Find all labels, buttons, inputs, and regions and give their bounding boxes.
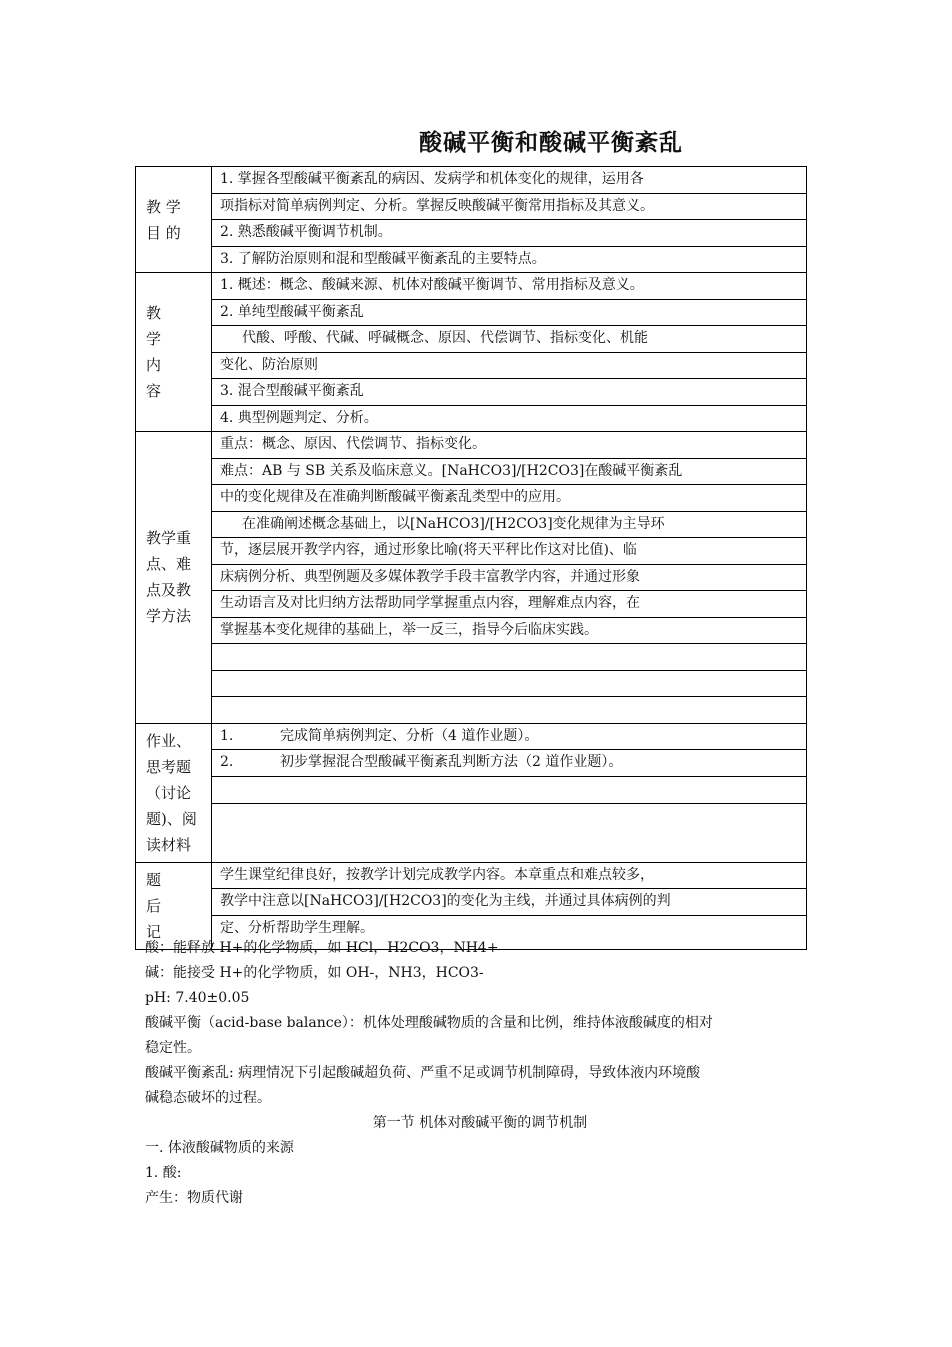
table-row: 教学中注意以[NaHCO3]/[H2CO3]的变化为主线，并通过具体病例的判 xyxy=(212,888,806,915)
produce-line: 产生：物质代谢 xyxy=(145,1190,243,1206)
goals-label: 教 学 目 的 xyxy=(136,167,212,272)
table-row: 2. 熟悉酸碱平衡调节机制。 xyxy=(212,219,806,246)
table-row xyxy=(212,803,806,850)
table-row: 代酸、呼酸、代碱、呼碱概念、原因、代偿调节、指标变化、机能 xyxy=(212,325,806,352)
table-row: 重点：概念、原因、代偿调节、指标变化。 xyxy=(220,436,486,452)
balance-definition-line2: 稳定性。 xyxy=(145,1040,201,1056)
balance-definition-line1: 酸碱平衡（acid-base balance）：机体处理酸碱物质的含量和比例，维持体液酸碱度的相对 xyxy=(145,1015,713,1031)
section-methods xyxy=(136,431,806,723)
table-row: 1. 掌握各型酸碱平衡紊乱的病因、发病学和机体变化的规律，运用各 xyxy=(220,171,644,187)
table-row xyxy=(212,696,806,723)
page-title: 酸碱平衡和酸碱平衡紊乱 xyxy=(419,130,683,156)
table-row: 中的变化规律及在准确判断酸碱平衡紊乱类型中的应用。 xyxy=(212,484,806,511)
notes-label: 题 后 记 xyxy=(136,863,212,949)
homework-label: 作业、 思考题 （讨论 题)、阅 读材料 xyxy=(136,724,212,862)
disorder-definition-line2: 碱稳态破坏的过程。 xyxy=(145,1090,271,1106)
table-row: 2. 单纯型酸碱平衡紊乱 xyxy=(212,299,806,326)
section-content xyxy=(136,272,806,431)
table-row: 1. 概述：概念、酸碱来源、机体对酸碱平衡调节、常用指标及意义。 xyxy=(220,277,644,293)
homework-number: 1. xyxy=(220,727,234,744)
table-row: 4. 典型例题判定、分析。 xyxy=(212,405,806,432)
table-row: 3. 混合型酸碱平衡紊乱 xyxy=(212,378,806,405)
disorder-definition-line1: 酸碱平衡紊乱: 病理情况下引起酸碱超负荷、严重不足或调节机制障碍，导致体液内环境酸 xyxy=(145,1065,701,1081)
section-title: 第一节 机体对酸碱平衡的调节机制 xyxy=(372,1115,588,1131)
item-1: 1. 酸: xyxy=(145,1165,182,1181)
table-row xyxy=(212,670,806,697)
table-row: 变化、防治原则 xyxy=(212,352,806,379)
table-row: 掌握基本变化规律的基础上，举一反三，指导今后临床实践。 xyxy=(212,617,806,644)
table-row xyxy=(212,749,806,776)
section-goals xyxy=(136,167,806,272)
table-row: 生动语言及对比归纳方法帮助同学掌握重点内容，理解难点内容，在 xyxy=(212,590,806,617)
homework-number: 2. xyxy=(220,754,234,770)
table-row: 床病例分析、典型例题及多媒体教学手段丰富教学内容，并通过形象 xyxy=(212,564,806,591)
base-definition: 碱：能接受 H+的化学物质，如 OH-，NH3，HCO3- xyxy=(145,965,484,981)
table-row: 在准确阐述概念基础上，以[NaHCO3]/[H2CO3]变化规律为主导环 xyxy=(212,511,806,538)
homework-text: 完成简单病例判定、分析（4 道作业题）。 xyxy=(280,727,539,744)
table-row: 3. 了解防治原则和混和型酸碱平衡紊乱的主要特点。 xyxy=(212,246,806,273)
table-row: 学生课堂纪律良好，按教学计划完成教学内容。本章重点和难点较多， xyxy=(220,866,654,883)
heading-1: 一. 体液酸碱物质的来源 xyxy=(145,1140,294,1156)
table-row: 难点：AB 与 SB 关系及临床意义。[NaHCO3]/[H2CO3]在酸碱平衡紊乱 xyxy=(212,458,806,485)
table-row xyxy=(212,776,806,803)
ph-value: pH: 7.40±0.05 xyxy=(145,990,250,1006)
homework-text: 初步掌握混合型酸碱平衡紊乱判断方法（2 道作业题）。 xyxy=(280,754,623,770)
lesson-plan-table xyxy=(135,166,807,950)
acid-definition: 酸：能释放 H+的化学物质，如 HCl，H2CO3，NH4+ xyxy=(145,940,499,956)
table-row xyxy=(212,724,806,750)
methods-label: 教学重 点、难 点及教 学方法 xyxy=(136,432,212,723)
section-homework xyxy=(136,723,806,862)
table-row xyxy=(212,643,806,670)
table-row: 节，逐层展开教学内容，通过形象比喻(将天平秤比作这对比值)、临 xyxy=(212,537,806,564)
table-row: 定、分析帮助学生理解。 xyxy=(212,915,806,942)
table-row: 项指标对简单病例判定、分析。掌握反映酸碱平衡常用指标及其意义。 xyxy=(212,193,806,220)
content-label: 教 学 内 容 xyxy=(136,273,212,431)
